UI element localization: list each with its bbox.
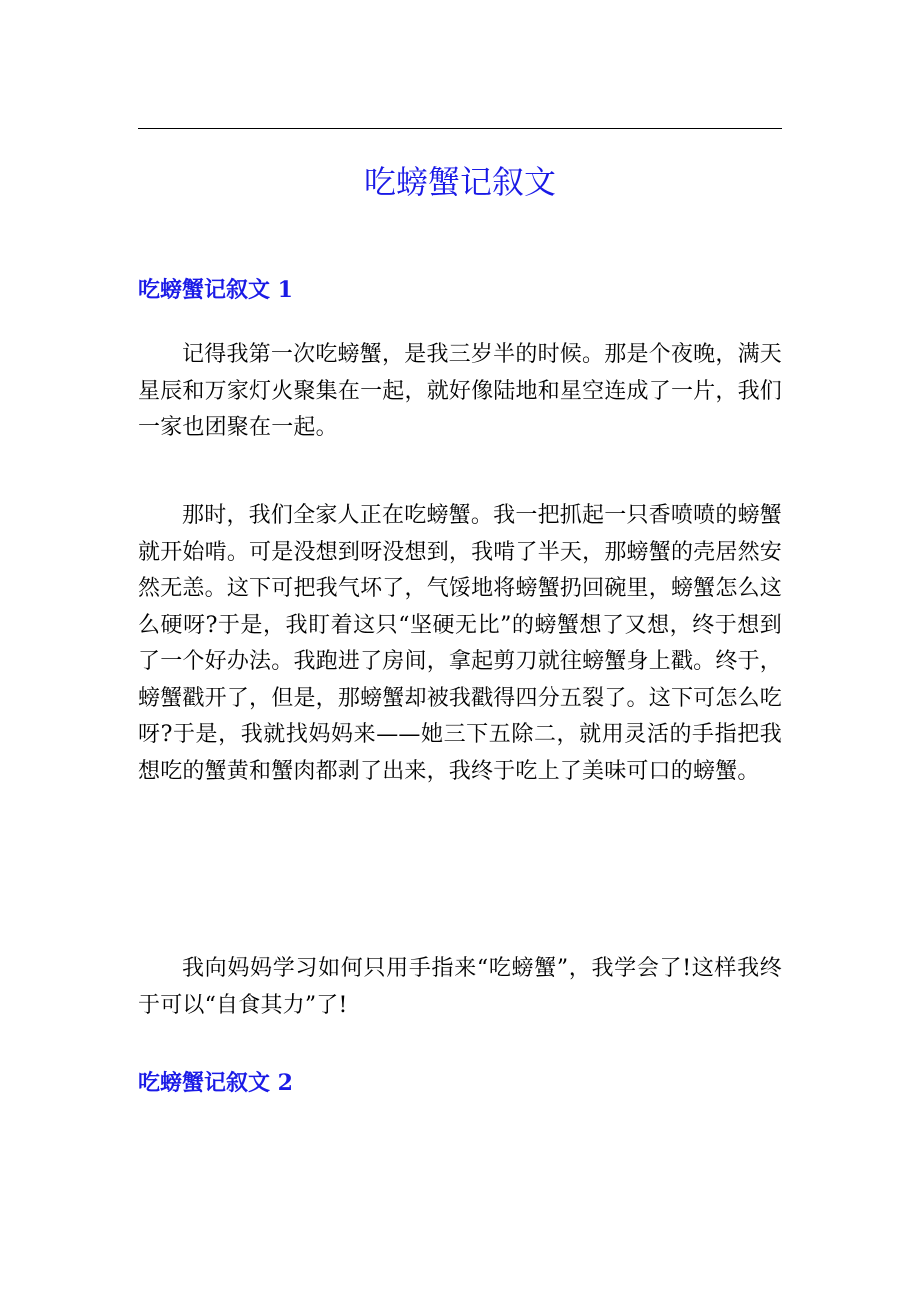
header-rule [138,128,782,129]
section-heading-2: 吃螃蟹记叙文 2 [138,1070,293,1096]
paragraph-2: 那时，我们全家人正在吃螃蟹。我一把抓起一只香喷喷的螃蟹就开始啃。可是没想到呀没想到，我啃了半天，那螃蟹的壳居然安然无恙。这下可把我气坏了，气馁地将螃蟹扔回碗里，螃蟹怎么这么硬呀?于是，我盯着这只“坚硬无比”的螃蟹想了又想，终于想到了一个好办法。我跑进了房间，拿起剪刀就往螃蟹身上戳。终于，螃蟹戳开了，但是，那螃蟹却被我戳得四分五裂了。这下可怎么吃呀?于是，我就找妈妈来——她三下五除二，就用灵活的手指把我想吃的蟹黄和蟹肉都剥了出来，我终于吃上了美味可口的螃蟹。 [138,503,782,784]
paragraph-3: 我向妈妈学习如何只用手指来“吃螃蟹”，我学会了!这样我终于可以“自食其力”了! [138,956,782,1018]
document-title: 吃螃蟹记叙文 [363,163,556,201]
section-heading-1: 吃螃蟹记叙文 1 [138,277,293,303]
paragraph-1: 记得我第一次吃螃蟹，是我三岁半的时候。那是个夜晚，满天星辰和万家灯火聚集在一起，就好像陆地和星空连成了一片，我们一家也团聚在一起。 [138,342,782,440]
